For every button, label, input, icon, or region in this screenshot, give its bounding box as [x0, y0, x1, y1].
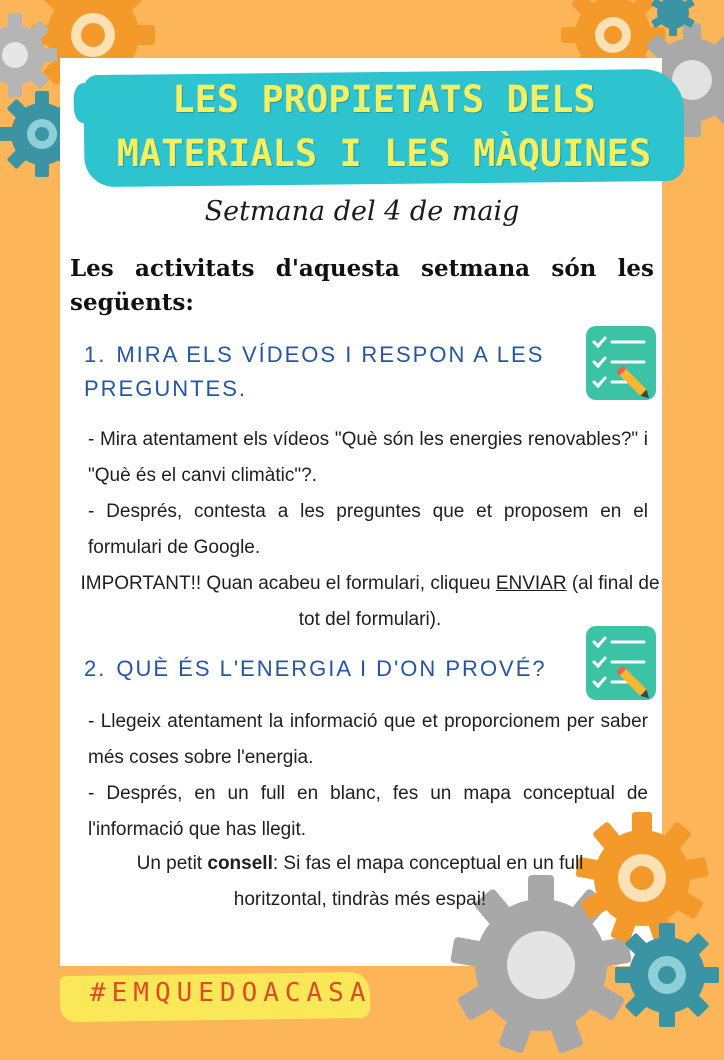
section-2-number: 2. [84, 656, 107, 681]
tip-bold: consell [207, 853, 273, 874]
section-2-tip [110, 846, 610, 918]
section-2-paragraph-2: - Després, en un full en blanc, fes un mapa conceptual de l'informació que has llegit. [88, 783, 648, 840]
section-1-number: 1. [84, 342, 107, 367]
enviar-link[interactable]: ENVIAR [495, 573, 567, 594]
week-subtitle: Setmana del 4 de maig [204, 196, 520, 227]
checklist-icon-section-2 [586, 626, 662, 706]
section-1-important-note [80, 566, 660, 638]
page-title-line-1: LES PROPIETATS DELS [172, 78, 596, 121]
checklist-icon-section-1 [586, 326, 662, 406]
page-title-line-2: MATERIALS I LES MÀQUINES [116, 132, 652, 175]
intro-text: Les activitats d'aquesta setmana són les següents: [70, 255, 654, 316]
section-1-paragraph-2: - Després, contesta a les preguntes que et proposem en el formulari de Google. [88, 501, 648, 558]
section-2-title [84, 652, 564, 686]
gear-icon-top-right-teal-small [648, 0, 698, 38]
important-prefix: IMPORTANT!! Quan acabeu el formulari, cliqueu [80, 573, 496, 594]
section-1-title [84, 338, 564, 406]
tip-prefix: Un petit [136, 853, 208, 874]
tip-suffix: : Si fas el mapa conceptual en un full horitzontal, tindràs més espai! [233, 853, 584, 910]
section-1-paragraph-1: - Mira atentament els vídeos "Què són les energies renovables?" i "Què és el canvi climàtic"?. [88, 429, 648, 486]
important-suffix: (al final de tot del formulari). [298, 573, 660, 630]
section-2-paragraph-1: - Llegeix atentament la informació que et proporcionem per saber més coses sobre l'energia. [88, 711, 648, 768]
section-2-title-text: QUÈ ÉS L'ENERGIA I D'ON PROVÉ? [116, 656, 547, 681]
gear-icon-top-left-gray [0, 10, 60, 100]
hashtag: #EMQUEDOACASA [90, 978, 372, 1008]
section-1-title-text: MIRA ELS VÍDEOS I RESPON A LES PREGUNTES. [84, 342, 545, 401]
gear-icon-bottom-teal [612, 920, 722, 1030]
